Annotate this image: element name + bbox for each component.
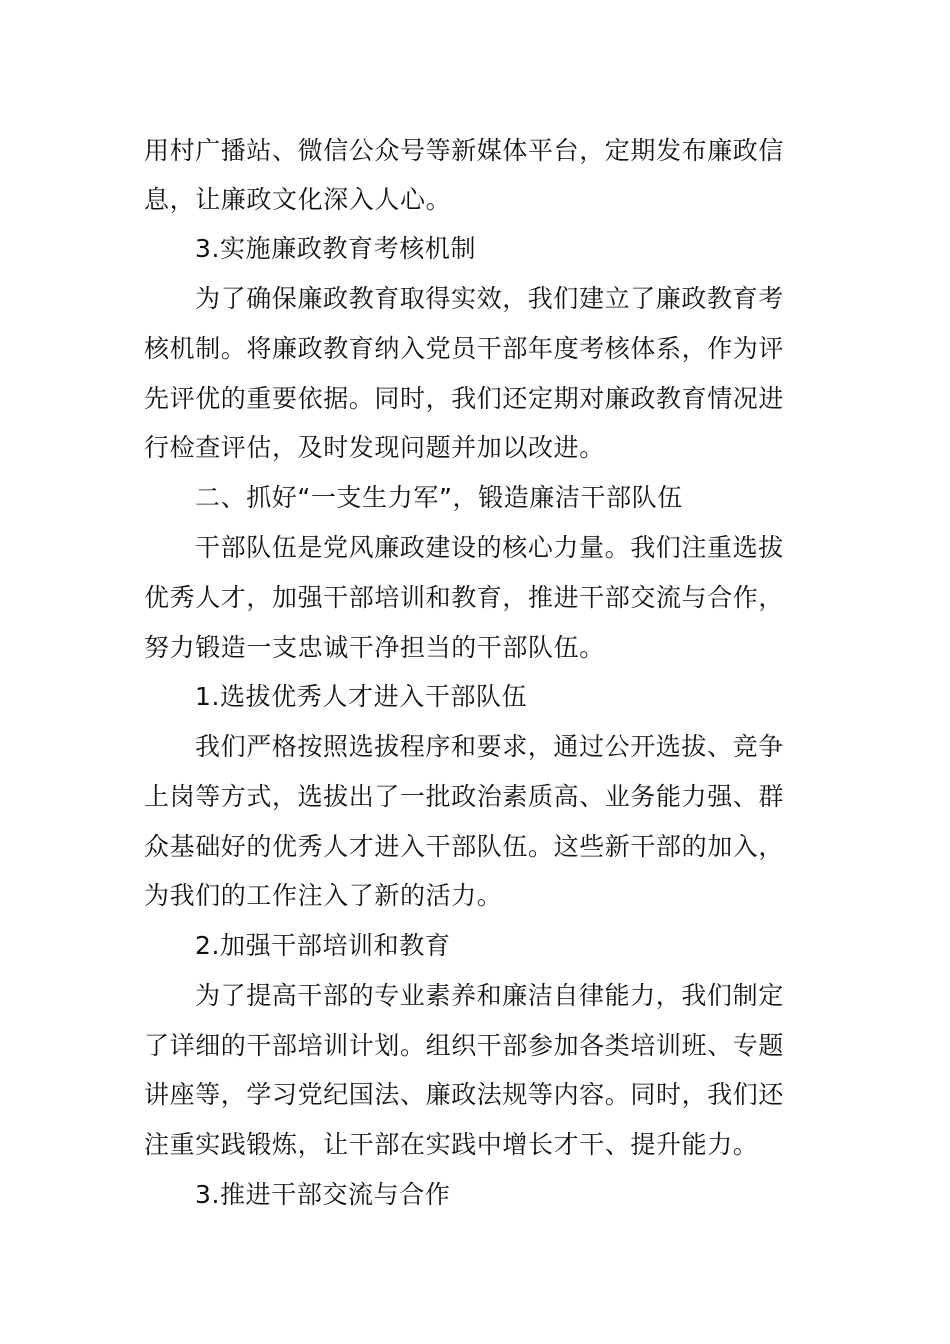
body-text-line: 注重实践锻炼，让干部在实践中增长才干、提升能力。 <box>144 1130 759 1159</box>
body-text-line: 上岗等方式，选拔出了一批政治素质高、业务能力强、群 <box>144 782 785 811</box>
body-text-line: 为了确保廉政教育取得实效，我们建立了廉政教育考 <box>195 284 784 313</box>
body-text-line: 干部队伍是党风廉政建设的核心力量。我们注重选拔 <box>195 533 784 562</box>
body-text-line: 核机制。将廉政教育纳入党员干部年度考核体系，作为评 <box>144 334 785 363</box>
section-heading: 二、抓好“一支生力军”，锻造廉洁干部队伍 <box>195 483 683 512</box>
subsection-heading: 3.实施廉政教育考核机制 <box>195 234 477 263</box>
body-text-line: 为我们的工作注入了新的活力。 <box>144 881 503 910</box>
body-text-line: 讲座等，学习党纪国法、廉政法规等内容。同时，我们还 <box>144 1080 785 1109</box>
subsection-heading: 2.加强干部培训和教育 <box>195 931 451 960</box>
body-text-line: 了详细的干部培训计划。组织干部参加各类培训班、专题 <box>144 1031 785 1060</box>
body-text-line: 先评优的重要依据。同时，我们还定期对廉政教育情况进 <box>144 384 785 413</box>
subsection-heading: 3.推进干部交流与合作 <box>195 1180 451 1209</box>
body-text-line: 行检查评估，及时发现问题并加以改进。 <box>144 433 605 462</box>
body-text-line: 为了提高干部的专业素养和廉洁自律能力，我们制定 <box>195 981 784 1010</box>
subsection-heading: 1.选拔优秀人才进入干部队伍 <box>195 682 528 711</box>
body-text-line: 众基础好的优秀人才进入干部队伍。这些新干部的加入， <box>144 832 785 861</box>
body-text-line: 我们严格按照选拔程序和要求，通过公开选拔、竞争 <box>195 732 784 761</box>
body-text-line: 用村广播站、微信公众号等新媒体平台，定期发布廉政信 <box>144 136 785 165</box>
body-text-line: 努力锻造一支忠诚干净担当的干部队伍。 <box>144 633 605 662</box>
body-text-line: 息，让廉政文化深入人心。 <box>144 185 452 214</box>
body-text-line: 优秀人才，加强干部培训和教育，推进干部交流与合作， <box>144 583 785 612</box>
